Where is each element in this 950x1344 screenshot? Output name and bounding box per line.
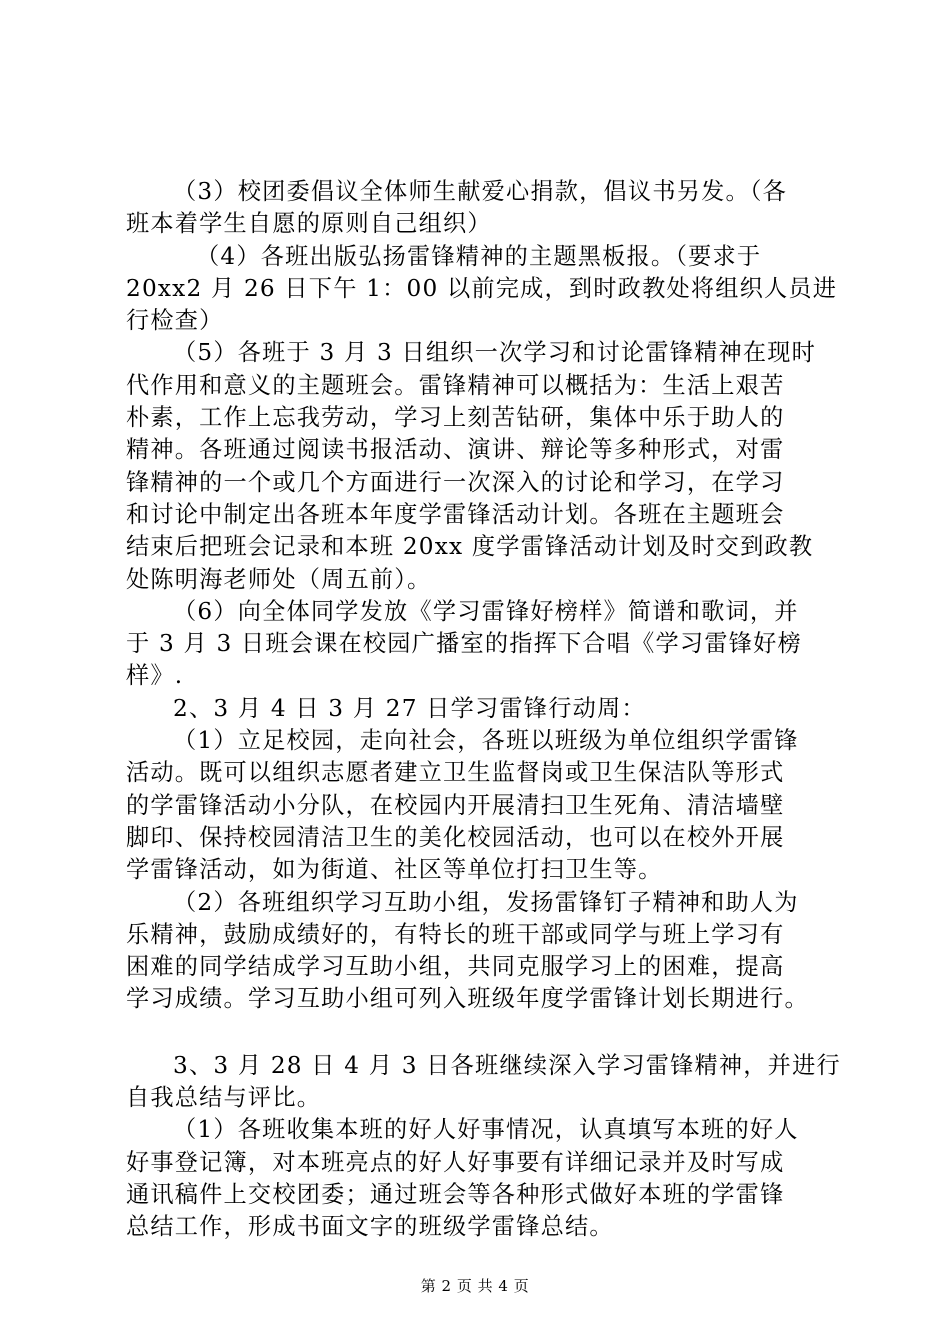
paragraph-line: （5）各班于 3 月 3 日组织一次学习和讨论雷锋精神在现时: [173, 339, 817, 367]
paragraph-line: 自我总结与评比。: [126, 1084, 322, 1112]
paragraph-line: （4）各班出版弘扬雷锋精神的主题黑板报。（要求于: [196, 242, 762, 270]
paragraph-line: （1）立足校园，走向社会，各班以班级为单位组织学雷锋: [173, 727, 799, 755]
paragraph-line: 于 3 月 3 日班会课在校园广播室的指挥下合唱《学习雷锋好榜: [126, 630, 802, 658]
page-footer: 第 2 页 共 4 页: [420, 1277, 530, 1295]
paragraph-line: 代作用和意义的主题班会。雷锋精神可以概括为：生活上艰苦: [126, 371, 785, 399]
paragraph-line: 学习成绩。学习互助小组可列入班级年度学雷锋计划长期进行。: [126, 985, 809, 1013]
paragraph-line: 总结工作，形成书面文字的班级学雷锋总结。: [126, 1213, 614, 1241]
section-heading: 2、3 月 4 日 3 月 27 日学习雷锋行动周：: [173, 694, 646, 722]
paragraph-line: 精神。各班通过阅读书报活动、演讲、辩论等多种形式，对雷: [126, 436, 785, 464]
paragraph-line: 活动。既可以组织志愿者建立卫生监督岗或卫生保洁队等形式: [126, 759, 785, 787]
paragraph-line: 困难的同学结成学习互助小组，共同克服学习上的困难，提高: [126, 953, 785, 981]
paragraph-line: 和讨论中制定出各班本年度学雷锋活动计划。各班在主题班会: [126, 500, 785, 528]
paragraph-line: 行检查）: [126, 307, 224, 335]
paragraph-line: 20xx2 月 26 日下午 1：00 以前完成，到时政教处将组织人员进: [126, 274, 838, 302]
paragraph-line: 乐精神，鼓励成绩好的，有特长的班干部或同学与班上学习有: [126, 920, 785, 948]
paragraph-line: 锋精神的一个或几个方面进行一次深入的讨论和学习，在学习: [126, 468, 785, 496]
paragraph-line: 脚印、保持校园清洁卫生的美化校园活动，也可以在校外开展: [126, 823, 785, 851]
paragraph-line: 处陈明海老师处（周五前）。: [126, 565, 432, 593]
paragraph-line: 通讯稿件上交校团委；通过班会等各种形式做好本班的学雷锋: [126, 1180, 785, 1208]
paragraph-line: （2）各班组织学习互助小组，发扬雷锋钉子精神和助人为: [173, 888, 799, 916]
paragraph-line: 的学雷锋活动小分队，在校园内开展清扫卫生死角、清洁墙壁: [126, 791, 785, 819]
paragraph-line: 样》.: [126, 662, 184, 690]
section-heading: 3、3 月 28 日 4 月 3 日各班继续深入学习雷锋精神，并进行: [173, 1051, 841, 1079]
paragraph-line: 班本着学生自愿的原则自己组织）: [126, 210, 492, 238]
paragraph-line: （1）各班收集本班的好人好事情况，认真填写本班的好人: [173, 1116, 799, 1144]
blank-line: [126, 1016, 832, 1050]
document-body: [126, 176, 841, 1244]
paragraph-line: 好事登记簿，对本班亮点的好人好事要有详细记录并及时写成: [126, 1148, 785, 1176]
paragraph-line: 朴素，工作上忘我劳动，学习上刻苦钻研，集体中乐于助人的: [126, 404, 785, 432]
paragraph-line: 结束后把班会记录和本班 20xx 度学雷锋活动计划及时交到政教: [126, 533, 814, 561]
paragraph-line: （3）校团委倡议全体师生献爱心捐款，倡议书另发。（各: [173, 178, 788, 205]
paragraph-line: （6）向全体同学发放《学习雷锋好榜样》简谱和歌词，并: [173, 597, 799, 625]
paragraph-line: 学雷锋活动，如为街道、社区等单位打扫卫生等。: [126, 856, 663, 884]
